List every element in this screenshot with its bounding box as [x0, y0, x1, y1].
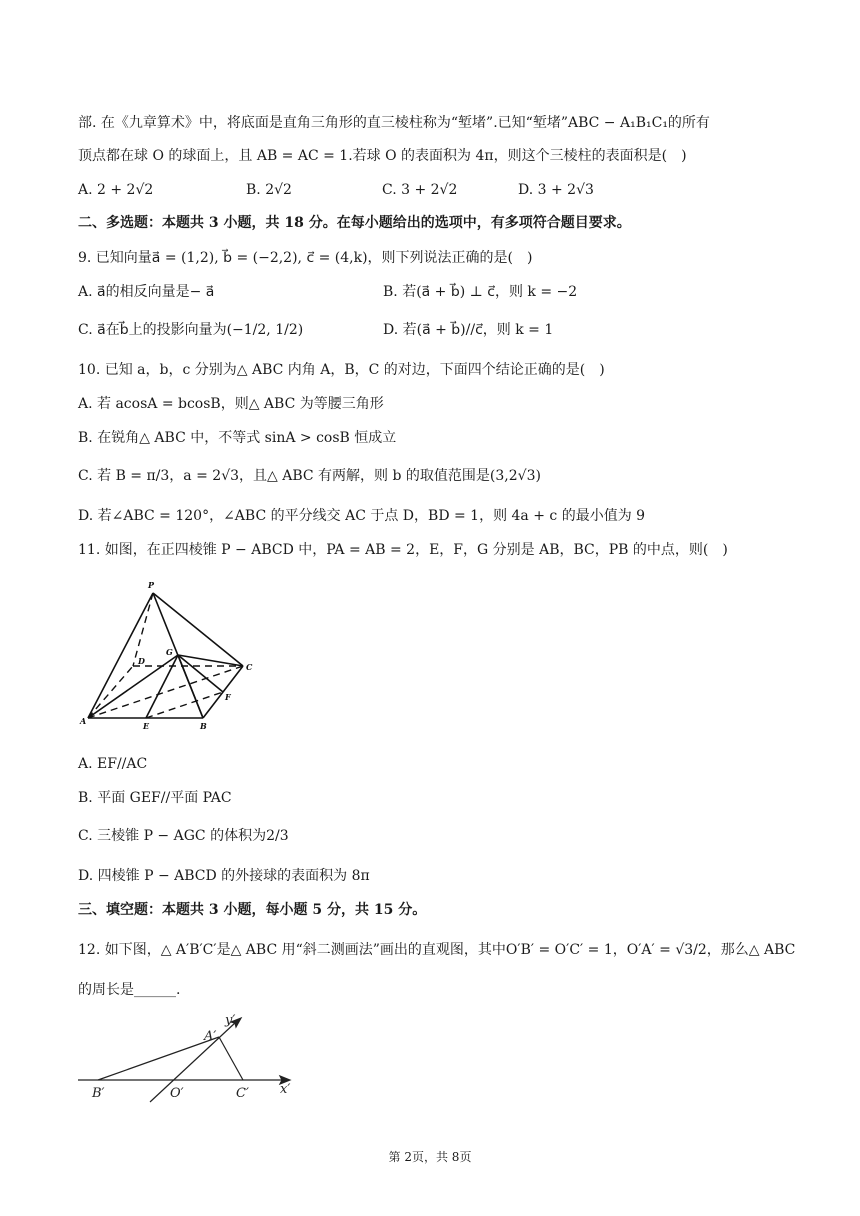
q11-option-a: A. EF//AC [78, 756, 148, 772]
label-y-prime: y′ [225, 1013, 236, 1028]
pyramid-figure [78, 578, 258, 733]
q10-option-b: B. 在锐角△ ABC 中，不等式 sinA > cosB 恒成立 [78, 430, 397, 446]
page-footer: 第 2页，共 8页 [388, 1150, 472, 1164]
q10-option-a: A. 若 acosA = bcosB，则△ ABC 为等腰三角形 [78, 396, 384, 412]
label-f: F [225, 692, 231, 702]
q10-option-c: C. 若 B = π/3，a = 2√3，且△ ABC 有两解，则 b 的取值范围是(3,2√3) [78, 468, 541, 484]
q10-stem: 10. 已知 a，b，c 分别为△ ABC 内角 A，B，C 的对边，下面四个结论正确的是( ) [78, 362, 605, 378]
q11-stem: 11. 如图，在正四棱锥 P − ABCD 中，PA = AB = 2，E，F，G 分别是 AB，BC，PB 的中点，则( ) [78, 542, 728, 558]
label-a: A [80, 716, 87, 726]
q10-option-d: D. 若∠ABC = 120°，∠ABC 的平分线交 AC 于点 D，BD = 1，则 4a + c 的最小值为 9 [78, 508, 646, 524]
q9-stem: 9. 已知向量a⃗ = (1,2), b⃗ = (−2,2), c⃗ = (4,k)，则下列说法正确的是( ) [78, 250, 533, 266]
label-e: E [143, 721, 150, 731]
q11-option-c: C. 三棱锥 P − AGC 的体积为2/3 [78, 828, 289, 844]
q11-option-d: D. 四棱锥 P − ABCD 的外接球的表面积为 8π [78, 868, 370, 884]
label-g: G [166, 647, 173, 657]
q12-line2: 的周长是______. [78, 982, 181, 998]
q8-line1: 部. 在《九章算术》中，将底面是直角三角形的直三棱柱称为“堑堵”.已知“堑堵”ABC − A₁B₁C₁的所有 [78, 115, 710, 131]
q8-option-a: A. 2 + 2√2 [78, 182, 154, 198]
label-b-prime: B′ [92, 1086, 105, 1101]
q8-option-b: B. 2√2 [246, 182, 292, 198]
label-c-prime: C′ [236, 1086, 249, 1101]
label-d: D [138, 656, 145, 666]
label-a-prime: A′ [204, 1029, 217, 1044]
label-o-prime: O′ [170, 1086, 184, 1101]
label-c: C [246, 662, 253, 672]
q9-option-c: C. a⃗在b⃗上的投影向量为(−1/2, 1/2) [78, 322, 304, 338]
q9-option-d: D. 若(a⃗ + b⃗)//c⃗，则 k = 1 [383, 322, 554, 338]
section-2-heading: 二、多选题：本题共 3 小题，共 18 分。在每小题给出的选项中，有多项符合题目要求。 [78, 215, 631, 231]
q11-option-b: B. 平面 GEF//平面 PAC [78, 790, 232, 806]
q8-option-c: C. 3 + 2√2 [382, 182, 458, 198]
label-x-prime: x′ [280, 1082, 291, 1097]
q8-option-d: D. 3 + 2√3 [518, 182, 594, 198]
label-b: B [200, 721, 207, 731]
label-p: P [148, 580, 155, 590]
oblique-projection-figure [78, 1010, 308, 1105]
section-3-heading: 三、填空题：本题共 3 小题，每小题 5 分，共 15 分。 [78, 902, 427, 918]
q9-option-b: B. 若(a⃗ + b⃗) ⊥ c⃗，则 k = −2 [383, 284, 578, 300]
q9-option-a: A. a⃗的相反向量是− a⃗ [78, 284, 215, 300]
q12-line1: 12. 如下图，△ A′B′C′是△ ABC 用“斜二测画法”画出的直观图，其中O′B′ = O′C′ = 1，O′A′ = √3/2，那么△ ABC [78, 942, 796, 958]
q8-line2: 顶点都在球 O 的球面上，且 AB = AC = 1.若球 O 的表面积为 4π，则这个三棱柱的表面积是( ) [78, 148, 687, 164]
